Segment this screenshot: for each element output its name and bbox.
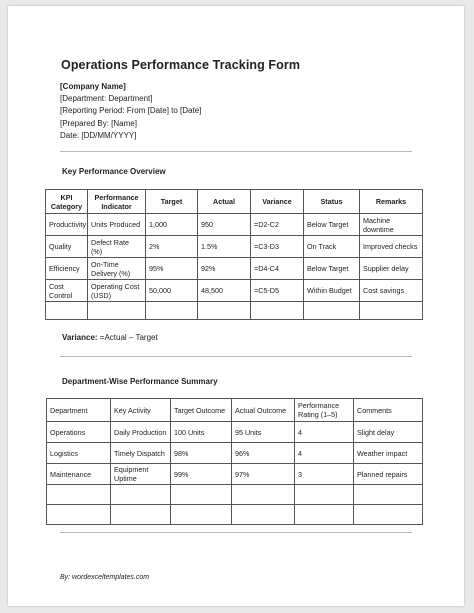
form-title: Operations Performance Tracking Form [61, 58, 301, 72]
company-name: [Company Name] [60, 82, 126, 91]
dept-section-heading: Department-Wise Performance Summary [62, 377, 218, 386]
table-row [47, 443, 423, 464]
column-header: Variance [251, 190, 304, 214]
table-header-row [47, 399, 423, 422]
table-header-row [46, 190, 423, 214]
prepared-by-line: [Prepared By: [Name] [60, 118, 137, 128]
variance-label: Variance: [62, 333, 98, 342]
table-cell: Below Target [304, 258, 360, 280]
table-cell: =C3-D3 [251, 236, 304, 258]
empty-table-row [46, 302, 423, 320]
table-cell: 95 Units [232, 422, 295, 443]
variance-note [62, 333, 158, 342]
table-cell: Planned repairs [354, 464, 423, 485]
form-info-block [60, 81, 201, 142]
table-cell: =D2-C2 [251, 214, 304, 236]
table-cell: Operating Cost (USD) [88, 280, 146, 302]
column-header: KPI Category [46, 190, 88, 214]
table-cell: 96% [232, 443, 295, 464]
table-cell: On Track [304, 236, 360, 258]
table-cell: 97% [232, 464, 295, 485]
table-cell: Machine downtime [360, 214, 423, 236]
divider [60, 151, 412, 152]
table-cell: 99% [171, 464, 232, 485]
column-header: Comments [354, 399, 423, 422]
table-cell: Quality [46, 236, 88, 258]
document-page [8, 6, 464, 606]
empty-table-row [47, 485, 423, 505]
empty-table-row [47, 505, 423, 525]
table-cell: Slight delay [354, 422, 423, 443]
divider [60, 356, 412, 357]
table-cell: Operations [47, 422, 111, 443]
table-cell: Defect Rate (%) [88, 236, 146, 258]
table-cell: 48,500 [198, 280, 251, 302]
table-cell: Cost Control [46, 280, 88, 302]
variance-formula: =Actual – Target [97, 333, 158, 342]
column-header: Status [304, 190, 360, 214]
table-cell: 95% [146, 258, 198, 280]
table-cell: 98% [171, 443, 232, 464]
table-row [46, 280, 423, 302]
table-cell: Within Budget [304, 280, 360, 302]
column-header: Performance Indicator [88, 190, 146, 214]
table-cell: Timely Dispatch [111, 443, 171, 464]
byline: By: wordexceltemplates.com [60, 574, 150, 581]
column-header: Target [146, 190, 198, 214]
table-cell: Units Produced [88, 214, 146, 236]
table-row [46, 214, 423, 236]
department-table [46, 398, 423, 525]
column-header: Remarks [360, 190, 423, 214]
table-cell: Daily Production [111, 422, 171, 443]
table-cell: Below Target [304, 214, 360, 236]
table-cell: 3 [295, 464, 354, 485]
table-cell: 1,000 [146, 214, 198, 236]
column-header: Department [47, 399, 111, 422]
table-cell: 950 [198, 214, 251, 236]
column-header: Target Outcome [171, 399, 232, 422]
table-cell: 1.5% [198, 236, 251, 258]
table-cell: 92% [198, 258, 251, 280]
table-cell: Weather impact [354, 443, 423, 464]
table-cell: Improved checks [360, 236, 423, 258]
table-cell: =D4-C4 [251, 258, 304, 280]
table-cell: 2% [146, 236, 198, 258]
department-line: [Department: Department] [60, 94, 153, 104]
table-cell: 50,000 [146, 280, 198, 302]
table-cell: 100 Units [171, 422, 232, 443]
table-row [47, 422, 423, 443]
column-header: Actual [198, 190, 251, 214]
table-cell: Maintenance [47, 464, 111, 485]
column-header: Actual Outcome [232, 399, 295, 422]
table-cell: =C5-D5 [251, 280, 304, 302]
date-line: Date: [DD/MM/YYYY] [60, 130, 137, 140]
column-header: Performance Rating (1–5) [295, 399, 354, 422]
table-cell: Cost savings [360, 280, 423, 302]
table-cell: Productivity [46, 214, 88, 236]
table-row [47, 464, 423, 485]
table-cell: On-Time Delivery (%) [88, 258, 146, 280]
table-cell: Supplier delay [360, 258, 423, 280]
table-cell: Equipment Uptime [111, 464, 171, 485]
divider [60, 532, 412, 533]
table-row [46, 236, 423, 258]
table-cell: Efficiency [46, 258, 88, 280]
kpi-table [45, 189, 423, 320]
table-cell: 4 [295, 422, 354, 443]
table-cell: Logistics [47, 443, 111, 464]
column-header: Key Activity [111, 399, 171, 422]
kpi-section-heading: Key Performance Overview [62, 167, 166, 176]
reporting-period-line: [Reporting Period: From [Date] to [Date] [60, 106, 202, 116]
table-cell: 4 [295, 443, 354, 464]
table-row [46, 258, 423, 280]
